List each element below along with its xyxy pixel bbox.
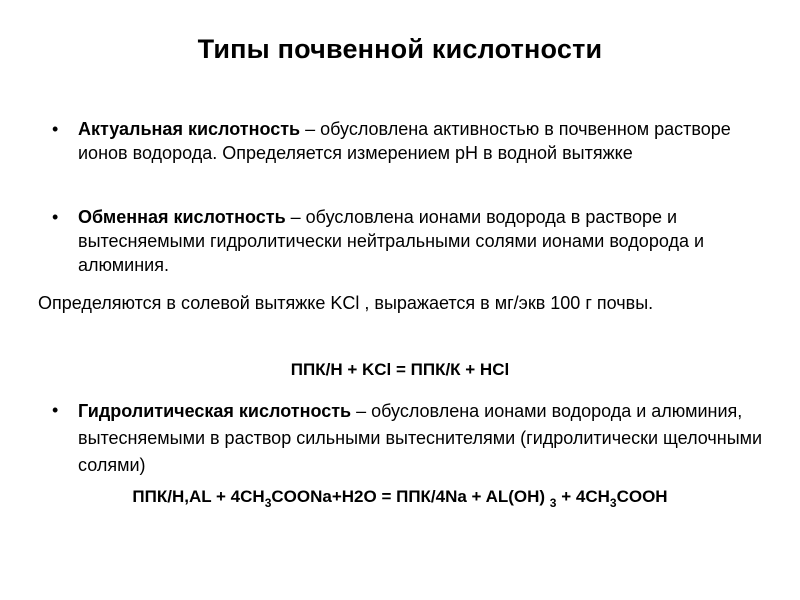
description-actual-acidity: – обусловлена активностью в почвенном растворе ионов водорода. Определяется измерением pH в водной вытяжке [78, 119, 731, 163]
term-exchange-acidity: Обменная кислотность [78, 207, 286, 227]
equation-subscript: 3 [549, 496, 557, 510]
description-exchange-acidity: – обусловлена ионами водорода в растворе и вытесняемыми гидролитически нейтральными солями ионами водорода и алюминия. [78, 207, 705, 275]
description-hydrolytic-acidity: – обусловлена ионами водорода и алюминия, вытесняемыми в раствор сильными вытеснителями (гидролитически щелочными солями) [78, 401, 763, 475]
equation-hydrolytic [0, 487, 800, 510]
term-actual-acidity: Актуальная кислотность [78, 119, 301, 139]
list-item-actual-acidity [78, 117, 768, 165]
bullet-marker: • [52, 207, 59, 227]
slide-title: Типы почвенной кислотности [197, 34, 603, 64]
list-item-hydrolytic-acidity [78, 398, 768, 479]
bullet-marker: • [52, 119, 59, 139]
equation-exchange: ППК/Н + KCl = ППК/К + HCl [290, 360, 510, 379]
equation-part: COONa+H2O = ППК/4Na + AL(OH) [271, 487, 546, 506]
equation-part: ППК/H,AL + 4CH [132, 487, 265, 506]
equation-part: + 4CH [556, 487, 610, 506]
equation-part: COOH [616, 487, 668, 506]
equation-subscript: 3 [609, 496, 617, 510]
note-kcl-extract: Определяются в солевой вытяжке KCl , выражается в мг/экв 100 г почвы. [38, 293, 654, 313]
bullet-marker: • [52, 400, 59, 420]
equation-subscript: 3 [264, 496, 272, 510]
list-item-exchange-acidity [78, 205, 768, 277]
term-hydrolytic-acidity: Гидролитическая кислотность [78, 401, 352, 421]
